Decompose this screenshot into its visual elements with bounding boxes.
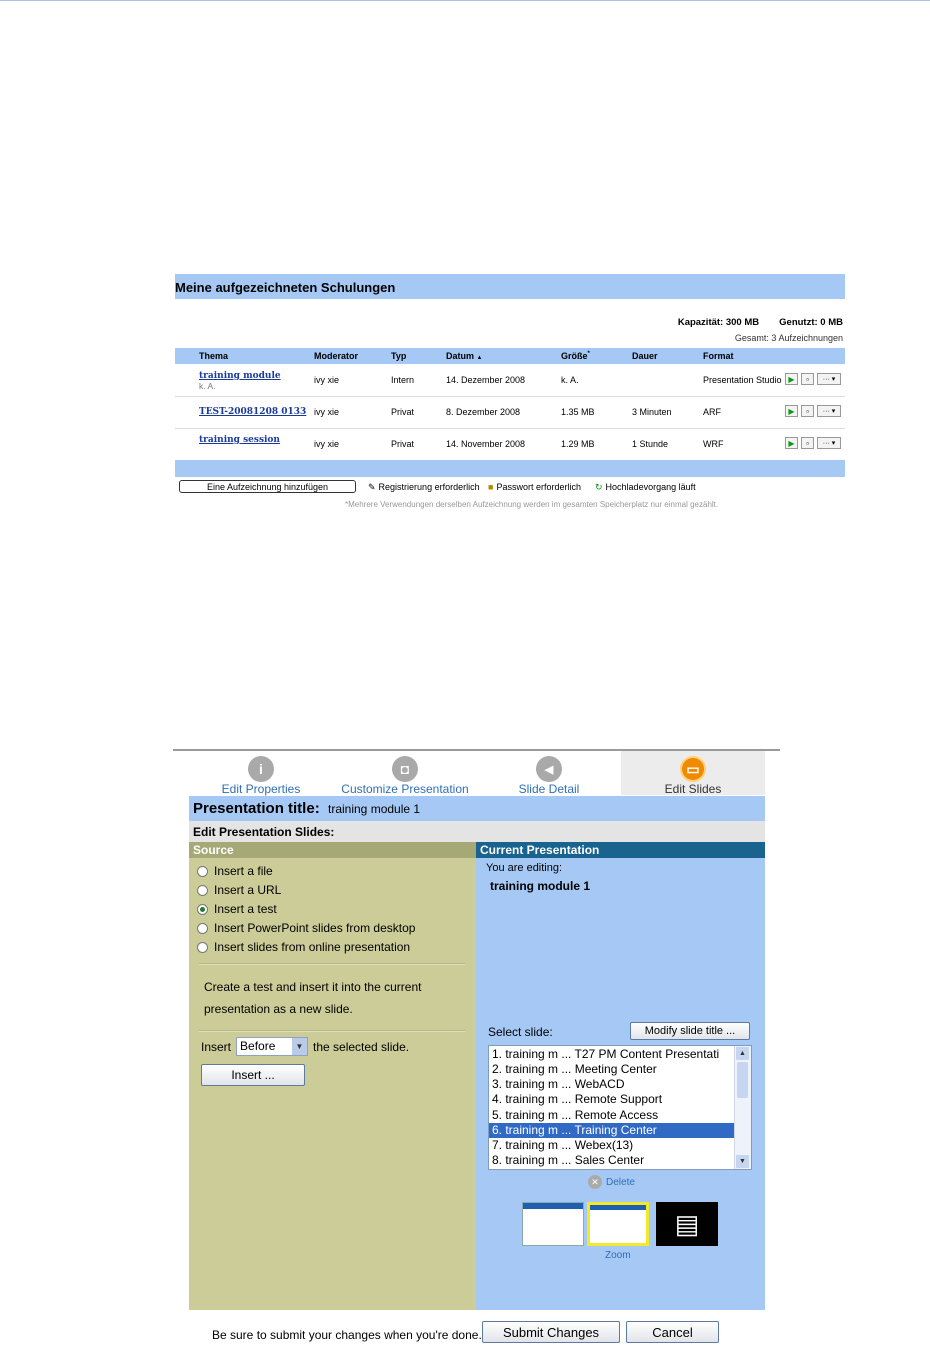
current-header: [476, 842, 765, 858]
column-header-size[interactable]: [561, 351, 590, 361]
tab-label: Edit Slides: [664, 782, 722, 796]
option-insert-file[interactable]: [197, 864, 273, 878]
slide-list-item[interactable]: 5. training m ... Remote Access: [492, 1108, 659, 1122]
option-insert-url[interactable]: [197, 883, 281, 897]
used-label: Genutzt: 0 MB: [779, 317, 843, 328]
cell-duration: 1 Stunde: [632, 439, 669, 449]
delete-label: Delete: [606, 1176, 635, 1188]
select-slide-label: Select slide:: [488, 1025, 553, 1039]
tab-label: Slide Detail: [518, 782, 580, 796]
recordings-title-bar: [175, 274, 845, 299]
radio-button[interactable]: [197, 866, 208, 877]
modify-slide-title-button[interactable]: Modify slide title ...: [630, 1022, 750, 1040]
cell-type: Privat: [391, 407, 415, 417]
editing-value: training module 1: [490, 879, 591, 893]
recordings-panel: [175, 274, 845, 514]
option-insert-powerpoint[interactable]: [197, 921, 415, 935]
position-value: Before: [240, 1039, 276, 1053]
column-header-date-label: Datum: [446, 351, 475, 361]
insert-label: Insert: [201, 1039, 232, 1054]
slide-list-item[interactable]: 7. training m ... Webex(13): [492, 1138, 634, 1152]
slide-thumbnail-current[interactable]: [587, 1202, 649, 1246]
top-border: [0, 0, 930, 1]
scroll-up-icon[interactable]: ▲: [736, 1047, 749, 1060]
current-header-label: Current Presentation: [480, 843, 600, 857]
footnote: *Mehrere Verwendungen derselben Aufzeichnung werden im gesamten Speicherplatz nur einmal gezählt.: [345, 500, 719, 509]
tab-label: Edit Properties: [221, 782, 301, 796]
presentation-title-value: training module 1: [328, 802, 421, 816]
slide-list-item[interactable]: 4. training m ... Remote Support: [492, 1092, 663, 1106]
source-header-label: Source: [193, 843, 234, 857]
cell-moderator: ivy xie: [314, 375, 340, 385]
storage-summary: [658, 317, 843, 328]
editor-tabs: [189, 751, 765, 795]
divider: [199, 1030, 465, 1032]
row-actions: [785, 405, 841, 417]
table-header: [175, 348, 845, 364]
editing-label: You are editing:: [486, 862, 563, 874]
slide-list-item[interactable]: 3. training m ... WebACD: [492, 1077, 625, 1091]
add-recording-button[interactable]: Eine Aufzeichnung hinzufügen: [179, 480, 356, 493]
cancel-button[interactable]: Cancel: [626, 1321, 719, 1343]
refresh-icon: ↻: [595, 482, 603, 492]
cell-type: Privat: [391, 439, 415, 449]
source-header: [189, 842, 476, 858]
size-footnote-mark: *: [587, 351, 590, 357]
tab-edit-slides[interactable]: [621, 751, 765, 795]
more-dropdown-icon[interactable]: ··· ▾: [817, 373, 841, 385]
option-label: Insert slides from online presentation: [214, 940, 411, 954]
current-presentation-panel: [476, 842, 765, 1310]
column-header-date[interactable]: [446, 351, 482, 361]
column-header-format[interactable]: Format: [703, 351, 734, 361]
cell-size: 1.29 MB: [561, 439, 595, 449]
chevron-down-icon[interactable]: ▼: [292, 1038, 307, 1055]
slide-list-scrollbar[interactable]: [734, 1046, 751, 1169]
tab-customize-presentation[interactable]: [333, 751, 477, 795]
insert-suffix: the selected slide.: [313, 1039, 410, 1054]
slide-list-item[interactable]: 2. training m ... Meeting Center: [492, 1062, 657, 1076]
thumb-header: [523, 1203, 583, 1209]
option-label: Insert a URL: [214, 883, 282, 897]
table-row: [175, 429, 845, 461]
slide-list[interactable]: [488, 1045, 752, 1170]
lock-icon: ■: [488, 482, 494, 492]
column-header-duration[interactable]: Dauer: [632, 351, 658, 361]
column-header-size-label: Größe: [561, 351, 588, 361]
presentation-title-label: Presentation title:: [193, 800, 320, 817]
zoom-link[interactable]: Zoom: [605, 1250, 631, 1261]
more-dropdown-icon[interactable]: ··· ▾: [817, 437, 841, 449]
legend-password: [488, 482, 581, 492]
slides-stack-icon[interactable]: ▤: [656, 1202, 718, 1246]
cell-size: k. A.: [561, 375, 579, 385]
slide-list-item[interactable]: 8. training m ... Sales Center: [492, 1153, 645, 1167]
presentation-editor: [173, 749, 780, 1351]
legend-uploading-label: Hochladevorgang läuft: [605, 482, 696, 492]
radio-button-selected[interactable]: [197, 904, 208, 915]
radio-button[interactable]: [197, 923, 208, 934]
slides-icon: ▭: [680, 756, 706, 782]
cell-moderator: ivy xie: [314, 407, 340, 417]
slide-list-item[interactable]: 1. training m ... T27 PM Content Presentati: [492, 1047, 720, 1061]
sort-asc-icon: ▲: [476, 355, 483, 361]
column-header-type[interactable]: Typ: [391, 351, 407, 361]
cell-format: Presentation Studio: [703, 375, 782, 385]
insert-position-row: [201, 1037, 409, 1056]
cell-type: Intern: [391, 375, 415, 385]
presentation-title-row: [189, 796, 765, 821]
total-count: Gesamt: 3 Aufzeichnungen: [734, 333, 843, 343]
recording-sub: k. A.: [199, 381, 216, 391]
cell-moderator: ivy xie: [314, 439, 340, 449]
legend-registration: [368, 482, 480, 493]
source-description: Create a test and insert it into the current presentation as a new slide.: [204, 980, 422, 1016]
thumb-header: [590, 1205, 646, 1210]
option-insert-test[interactable]: [197, 902, 277, 916]
option-label: Insert a file: [214, 864, 273, 878]
more-dropdown-icon[interactable]: ··· ▾: [817, 405, 841, 417]
legend-uploading: [595, 482, 696, 493]
section-title: Edit Presentation Slides:: [193, 825, 335, 839]
option-label: Insert a test: [214, 902, 277, 916]
legend-registration-label: Registrierung erforderlich: [378, 482, 480, 492]
divider: [199, 963, 465, 965]
tab-label: Customize Presentation: [341, 782, 469, 796]
source-panel: [189, 842, 476, 1310]
slide-thumbnail-previous[interactable]: [522, 1202, 584, 1246]
recording-link[interactable]: TEST-20081208 0133: [199, 407, 307, 417]
insert-button[interactable]: Insert ...: [201, 1064, 305, 1086]
scroll-down-icon[interactable]: ▼: [736, 1155, 749, 1168]
row-actions: [785, 437, 841, 449]
speaker-icon: ◀: [536, 756, 562, 782]
submit-changes-button[interactable]: Submit Changes: [482, 1321, 620, 1343]
cell-date: 14. Dezember 2008: [446, 375, 526, 385]
tab-edit-properties[interactable]: [189, 751, 333, 795]
column-header-moderator[interactable]: Moderator: [314, 351, 359, 361]
recording-link[interactable]: training session: [199, 435, 280, 445]
customize-icon: ◘: [392, 756, 418, 782]
radio-button[interactable]: [197, 885, 208, 896]
option-label: Insert PowerPoint slides from desktop: [214, 921, 416, 935]
submit-reminder: Be sure to submit your changes when you're done.: [212, 1328, 482, 1342]
play-icon[interactable]: ▶: [785, 405, 798, 417]
table-row: [175, 397, 845, 429]
capacity-label: Kapazität: 300 MB: [677, 317, 760, 328]
play-icon[interactable]: ▶: [785, 373, 798, 385]
info-box-icon[interactable]: ▫: [801, 405, 814, 417]
cell-date: 14. November 2008: [446, 439, 526, 449]
cell-duration: 3 Minuten: [632, 407, 672, 417]
info-icon: i: [248, 756, 274, 782]
play-icon[interactable]: ▶: [785, 437, 798, 449]
option-insert-online[interactable]: [197, 940, 410, 954]
scroll-thumb[interactable]: [737, 1062, 748, 1098]
cell-format: WRF: [703, 439, 724, 449]
cell-date: 8. Dezember 2008: [446, 407, 521, 417]
info-box-icon[interactable]: ▫: [801, 437, 814, 449]
legend-password-label: Passwort erforderlich: [496, 482, 581, 492]
table-footer-bar: [175, 460, 845, 477]
edit-pencil-icon: ✎: [368, 482, 376, 492]
info-box-icon[interactable]: ▫: [801, 373, 814, 385]
radio-button[interactable]: [197, 942, 208, 953]
position-select[interactable]: [236, 1037, 308, 1056]
table-row: [175, 365, 845, 397]
recording-link[interactable]: training module: [199, 371, 281, 381]
delete-slide-button[interactable]: [588, 1175, 635, 1189]
recordings-title: Meine aufgezeichneten Schulungen: [175, 280, 396, 295]
column-header-topic[interactable]: Thema: [199, 351, 229, 361]
tab-slide-detail[interactable]: [477, 751, 621, 795]
slide-list-item-selected[interactable]: 6. training m ... Training Center: [489, 1123, 735, 1138]
delete-icon: ✕: [588, 1175, 602, 1189]
row-actions: [785, 373, 841, 385]
section-title-row: [189, 821, 765, 842]
cell-format: ARF: [703, 407, 721, 417]
cell-size: 1.35 MB: [561, 407, 595, 417]
